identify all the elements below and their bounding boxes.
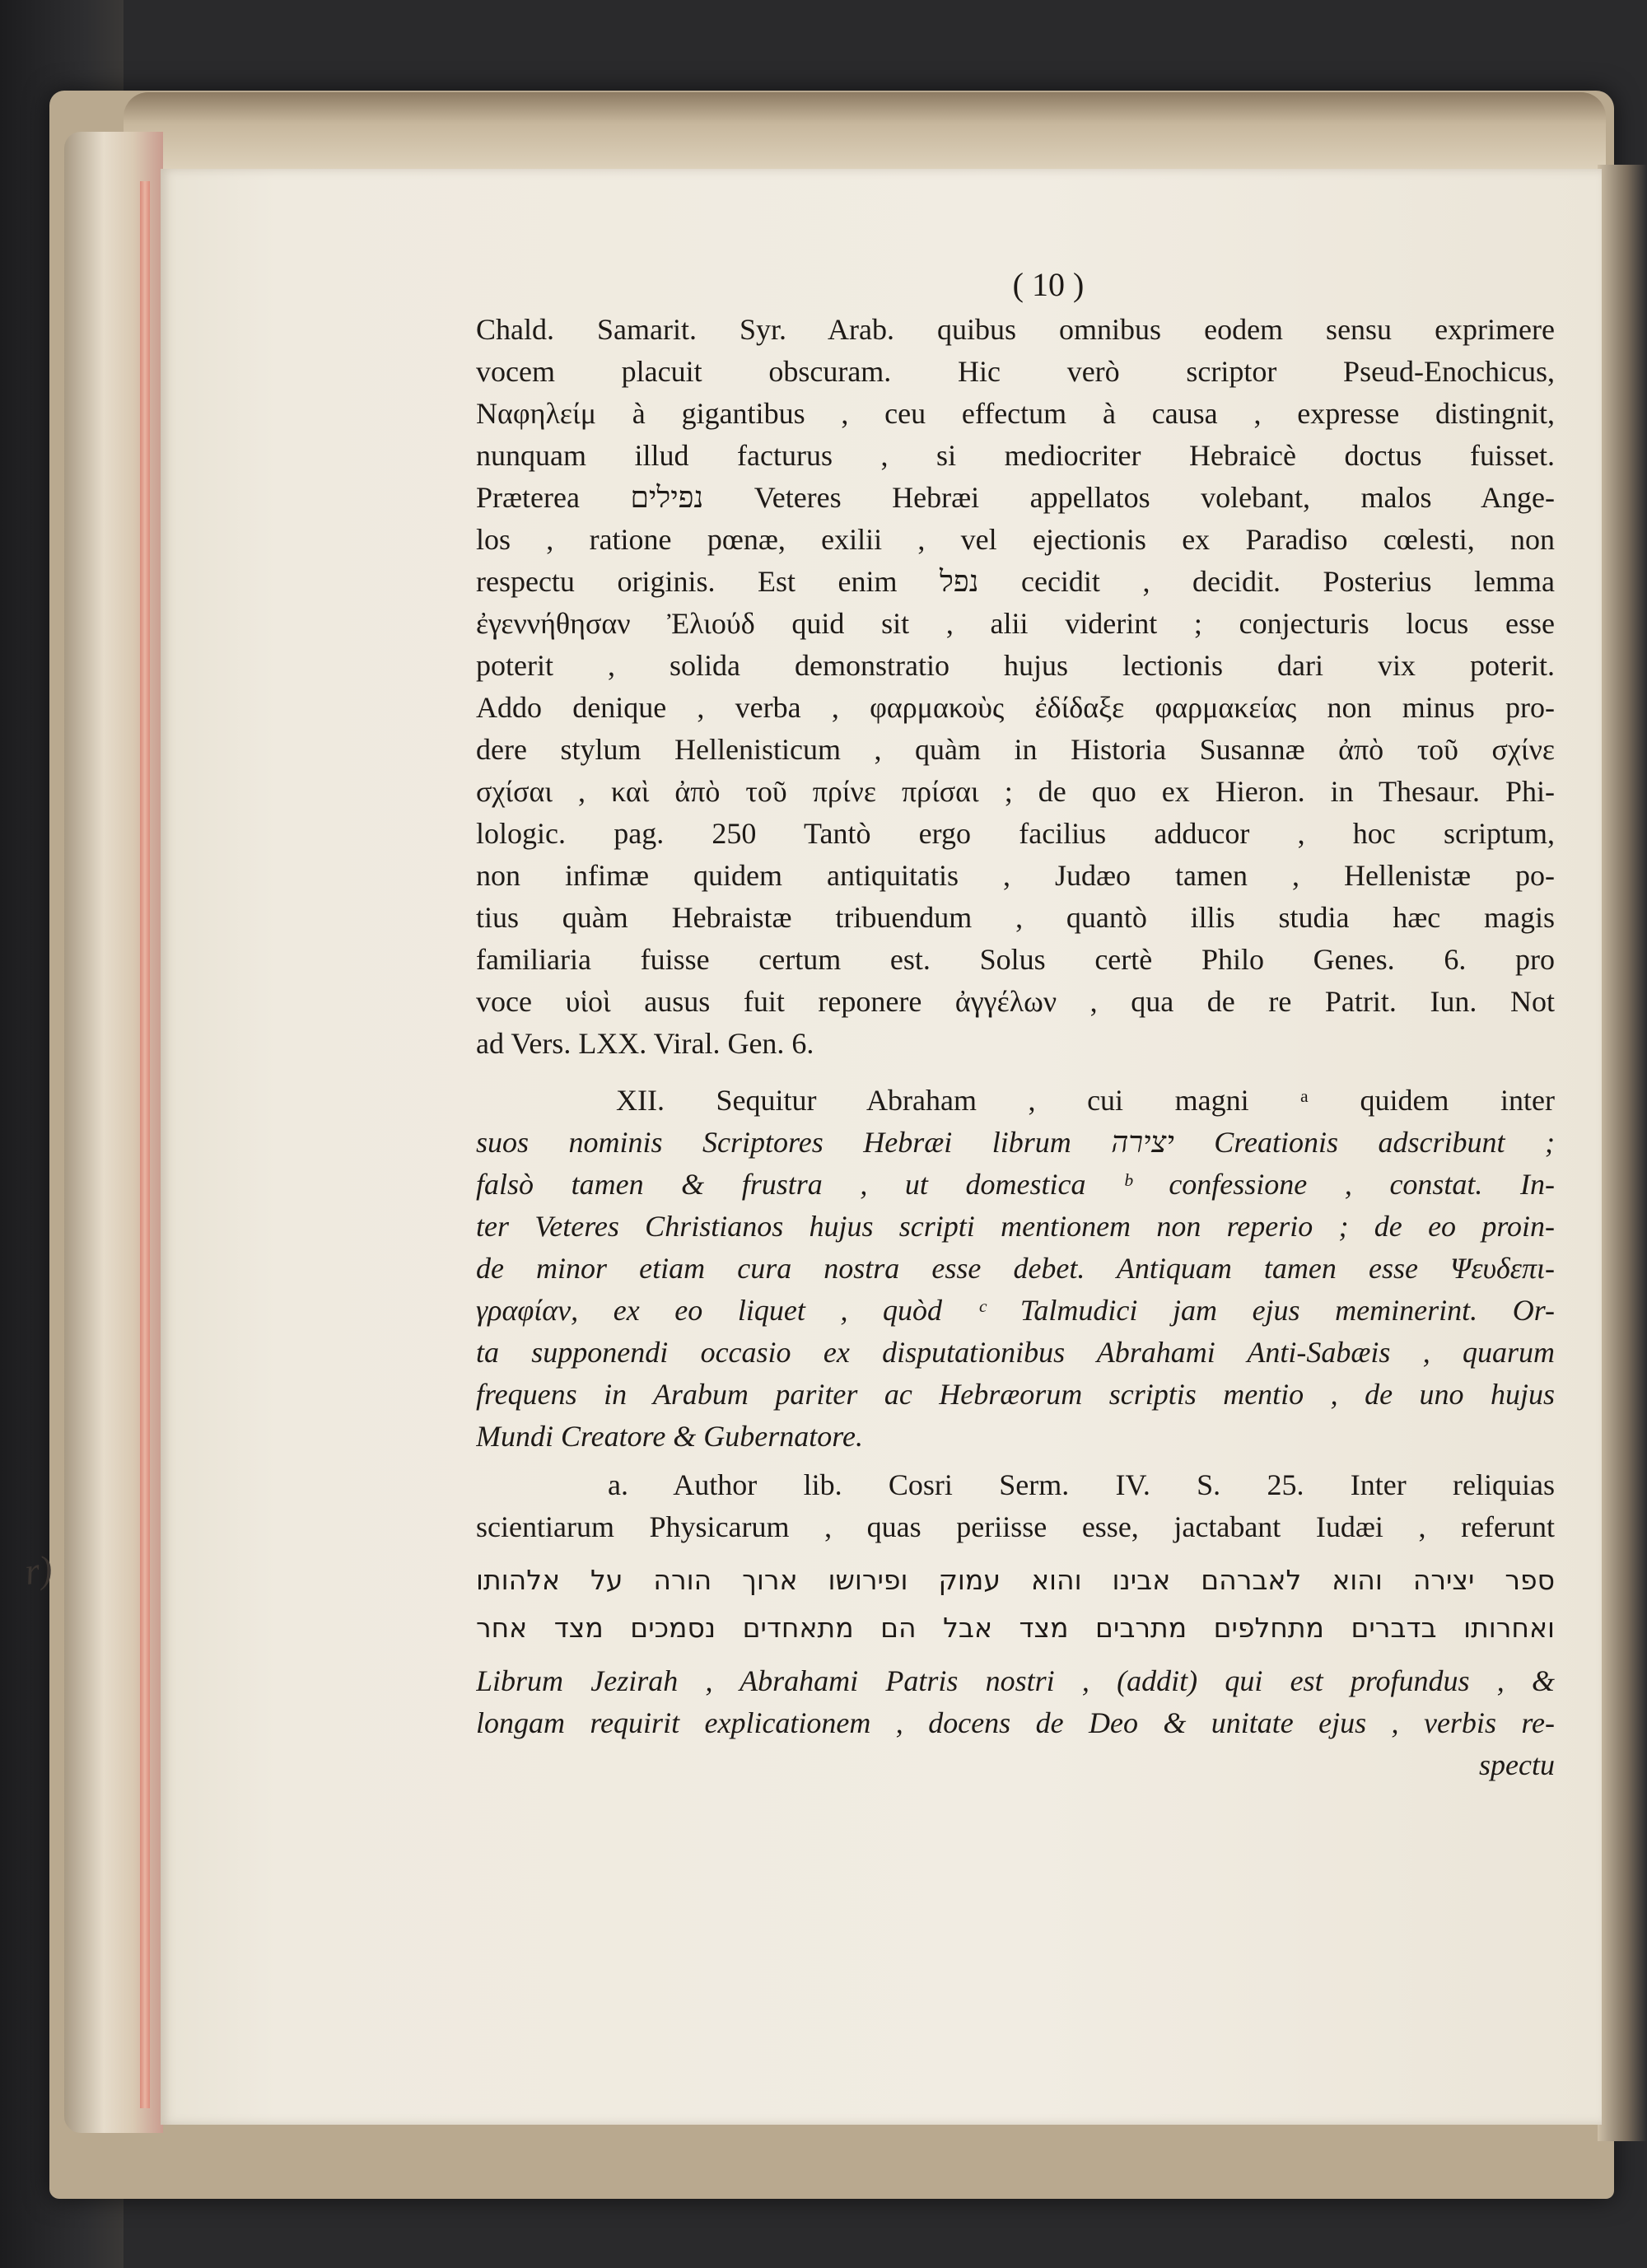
section-line: falsò tamen & frustra , ut domestica ᵇ confessione , constat. In- bbox=[476, 1168, 1555, 1201]
text-line: nunquam illud facturus , si mediocriter Hebraicè doctus fuisset. bbox=[476, 439, 1555, 472]
text-line: los , ratione pœnæ, exilii , vel ejectionis ex Paradiso cœlesti, non bbox=[476, 523, 1555, 556]
catchword: spectu bbox=[1479, 1748, 1555, 1781]
section-xii bbox=[476, 1080, 1555, 1458]
hebrew-quote bbox=[476, 1556, 1555, 1652]
text-line: poterit , solida demonstratio hujus lectionis dari vix poterit. bbox=[476, 649, 1555, 682]
translation bbox=[476, 1660, 1555, 1786]
text-line: Ναφηλείμ à gigantibus , ceu effectum à causa , expresse distingnit, bbox=[476, 397, 1555, 430]
translation-line: Librum Jezirah , Abrahami Patris nostri , (addit) qui est profundus , & bbox=[476, 1664, 1555, 1697]
text-line: Chald. Samarit. Syr. Arab. quibus omnibus eodem sensu exprimere bbox=[476, 313, 1555, 346]
text-line: respectu originis. Est enim נפל cecidit , decidit. Posterius lemma bbox=[476, 565, 1555, 598]
text-line: Præterea נפילים Veteres Hebræi appellatos volebant, malos Ange- bbox=[476, 481, 1555, 514]
text-line: dere stylum Hellenisticum , quàm in Historia Susannæ ἀπὸ τοῦ σχίνε bbox=[476, 733, 1555, 766]
hebrew-line: ואחרותו בדברים מתחלפים מתרבים מצד אבל הם מתאחדים נסמכים מצד אחר bbox=[476, 1612, 1555, 1644]
red-page-edge bbox=[140, 181, 150, 2108]
translation-line: longam requirit explicationem , docens de Deo & unitate ejus , verbis re- bbox=[476, 1706, 1555, 1739]
text-line: voce υἱοὶ ausus fuit reponere ἀγγέλων , qua de re Patrit. Iun. Not bbox=[476, 985, 1555, 1018]
text-line: ἐγεννήθησαν Ἐλιούδ quid sit , alii viderint ; conjecturis locus esse bbox=[476, 607, 1555, 640]
page-number: ( 10 ) bbox=[1012, 266, 1085, 303]
section-line: γραφίαν, ex eo liquet , quòd ᶜ Talmudici jam ejus meminerint. Or- bbox=[476, 1294, 1555, 1327]
text-line: lologic. pag. 250 Tantò ergo facilius adducor , hoc scriptum, bbox=[476, 817, 1555, 850]
section-gap bbox=[476, 1065, 1555, 1080]
section-line: de minor etiam cura nostra esse debet. Antiquam tamen esse Ψευδεπι- bbox=[476, 1252, 1555, 1285]
footnote-a bbox=[476, 1464, 1555, 1548]
text-line: Addo denique , verba , φαρμακοὺς ἐδίδαξε φαρμακείας non minus pro- bbox=[476, 691, 1555, 724]
text-line: tius quàm Hebraistæ tribuendum , quantò illis studia hæc magis bbox=[476, 901, 1555, 934]
section-heading-line: XII. Sequitur Abraham , cui magni ᵃ quidem inter bbox=[616, 1084, 1555, 1117]
text-line: σχίσαι , καὶ ἀπὸ τοῦ πρίνε πρίσαι ; de quo ex Hieron. in Thesaur. Phi- bbox=[476, 775, 1555, 808]
page-right-edge bbox=[1598, 165, 1647, 2141]
footnote-line: a. Author lib. Cosri Serm. IV. S. 25. Inter reliquias bbox=[608, 1468, 1555, 1501]
section-line: ter Veteres Christianos hujus scripti mentionem non reperio ; de eo proin- bbox=[476, 1210, 1555, 1243]
text-line: non infimæ quidem antiquitatis , Judæo tamen , Hellenistæ po- bbox=[476, 859, 1555, 892]
section-line: ta supponendi occasio ex disputationibus Abrahami Anti-Sabæis , quarum bbox=[476, 1336, 1555, 1369]
page-text bbox=[476, 264, 1555, 1911]
text-line: vocem placuit obscuram. Hic verò scriptor Pseud-Enochicus, bbox=[476, 355, 1555, 388]
main-paragraph bbox=[476, 309, 1555, 1065]
text-line: familiaria fuisse certum est. Solus certè Philo Genes. 6. pro bbox=[476, 943, 1555, 976]
text-line: ad Vers. LXX. Viral. Gen. 6. bbox=[476, 1027, 814, 1060]
page-top-edge bbox=[124, 92, 1606, 170]
footnote-line: scientiarum Physicarum , quas periisse esse, jactabant Iudæi , referunt bbox=[476, 1510, 1555, 1543]
hebrew-line: ספר יצירה והוא לאברהם אבינו והוא עמוק ופירושו ארוך הורה על אלהותו bbox=[476, 1564, 1555, 1596]
section-line: Mundi Creatore & Gubernatore. bbox=[476, 1420, 863, 1453]
section-line: suos nominis Scriptores Hebræi librum יצירה Creationis adscribunt ; bbox=[476, 1126, 1555, 1159]
section-line: frequens in Arabum pariter ac Hebræorum scriptis mentio , de uno hujus bbox=[476, 1378, 1555, 1411]
margin-mark: r) bbox=[21, 1547, 55, 1594]
